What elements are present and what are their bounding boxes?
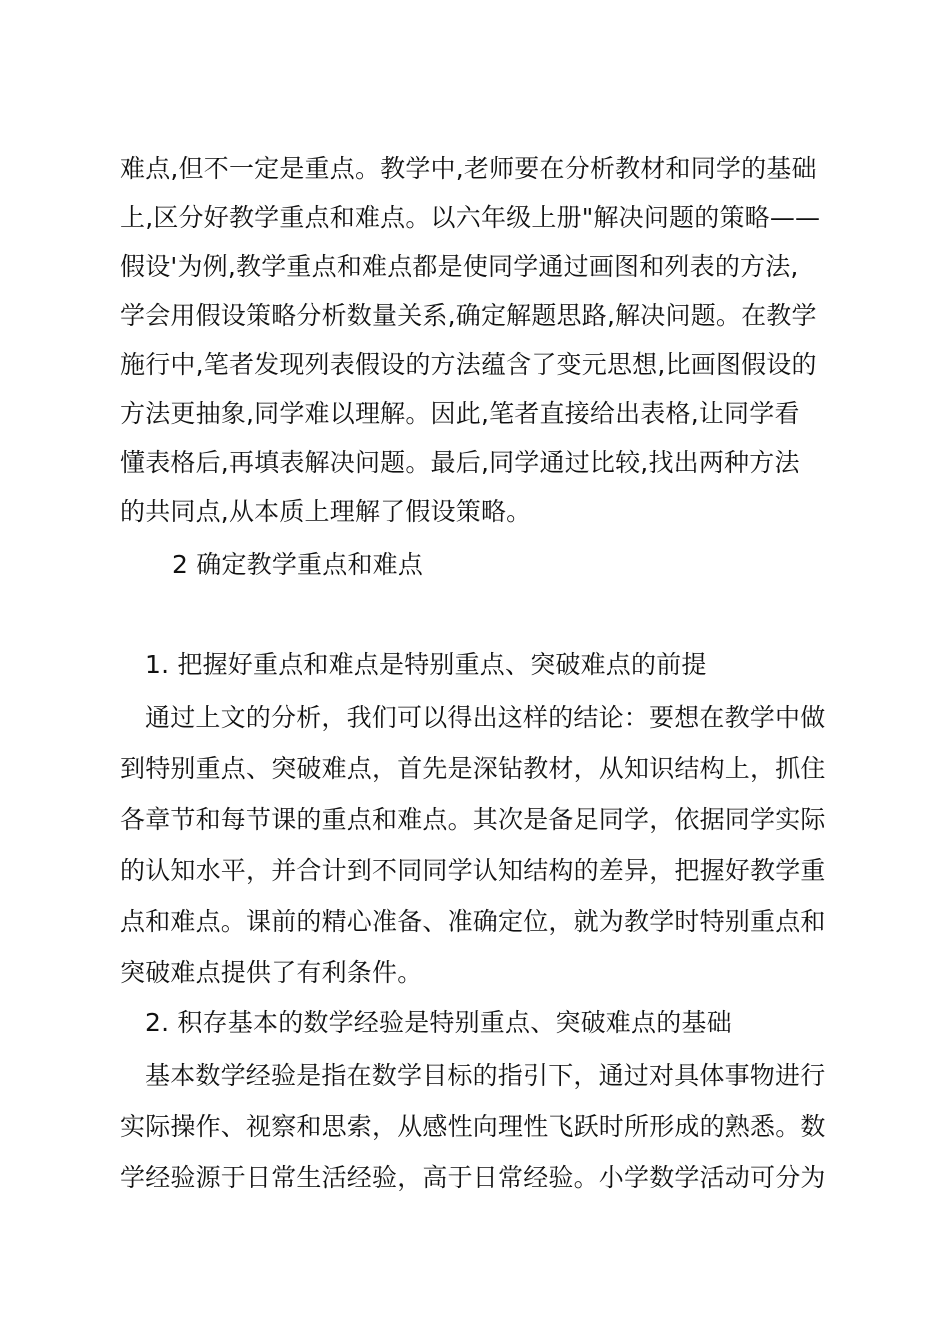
- subheading: 2. 积存基本的数学经验是特别重点、突破难点的基础: [145, 1008, 732, 1037]
- paragraph-line: 突破难点提供了有利条件。: [120, 958, 423, 987]
- paragraph-line: 通过上文的分析，我们可以得出这样的结论：要想在教学中做: [145, 703, 826, 732]
- paragraph-line: 点和难点。课前的精心准备、准确定位，就为教学时特别重点和: [120, 907, 826, 936]
- paragraph-line: 各章节和每节课的重点和难点。其次是备足同学，依据同学实际: [120, 805, 826, 834]
- paragraph-line: 学经验源于日常生活经验，高于日常经验。小学数学活动可分为: [120, 1163, 826, 1192]
- paragraph-line: 方法更抽象,同学难以理解。因此,笔者直接给出表格,让同学看: [120, 399, 800, 428]
- paragraph-line: 到特别重点、突破难点，首先是深钻教材，从知识结构上，抓住: [120, 754, 826, 783]
- paragraph-line: 的认知水平，并合计到不同同学认知结构的差异，把握好教学重: [120, 856, 826, 885]
- paragraph-line: 假设'为例,教学重点和难点都是使同学通过画图和列表的方法,: [120, 252, 799, 281]
- paragraph-line: 学会用假设策略分析数量关系,确定解题思路,解决问题。在教学: [120, 301, 817, 330]
- paragraph-line: 上,区分好教学重点和难点。以六年级上册"解决问题的策略——: [120, 203, 821, 232]
- paragraph-line: 难点,但不一定是重点。教学中,老师要在分析教材和同学的基础: [120, 154, 817, 183]
- paragraph-line: 的共同点,从本质上理解了假设策略。: [120, 497, 532, 526]
- paragraph-line: 懂表格后,再填表解决问题。最后,同学通过比较,找出两种方法: [120, 448, 800, 477]
- paragraph-line: 实际操作、视察和思索，从感性向理性飞跃时所形成的熟悉。数: [120, 1112, 826, 1141]
- paragraph-line: 基本数学经验是指在数学目标的指引下，通过对具体事物进行: [145, 1061, 826, 1090]
- subheading: 1. 把握好重点和难点是特别重点、突破难点的前提: [145, 650, 707, 679]
- paragraph-line: 施行中,笔者发现列表假设的方法蕴含了变元思想,比画图假设的: [120, 350, 817, 379]
- section-heading: 2 确定教学重点和难点: [172, 550, 424, 579]
